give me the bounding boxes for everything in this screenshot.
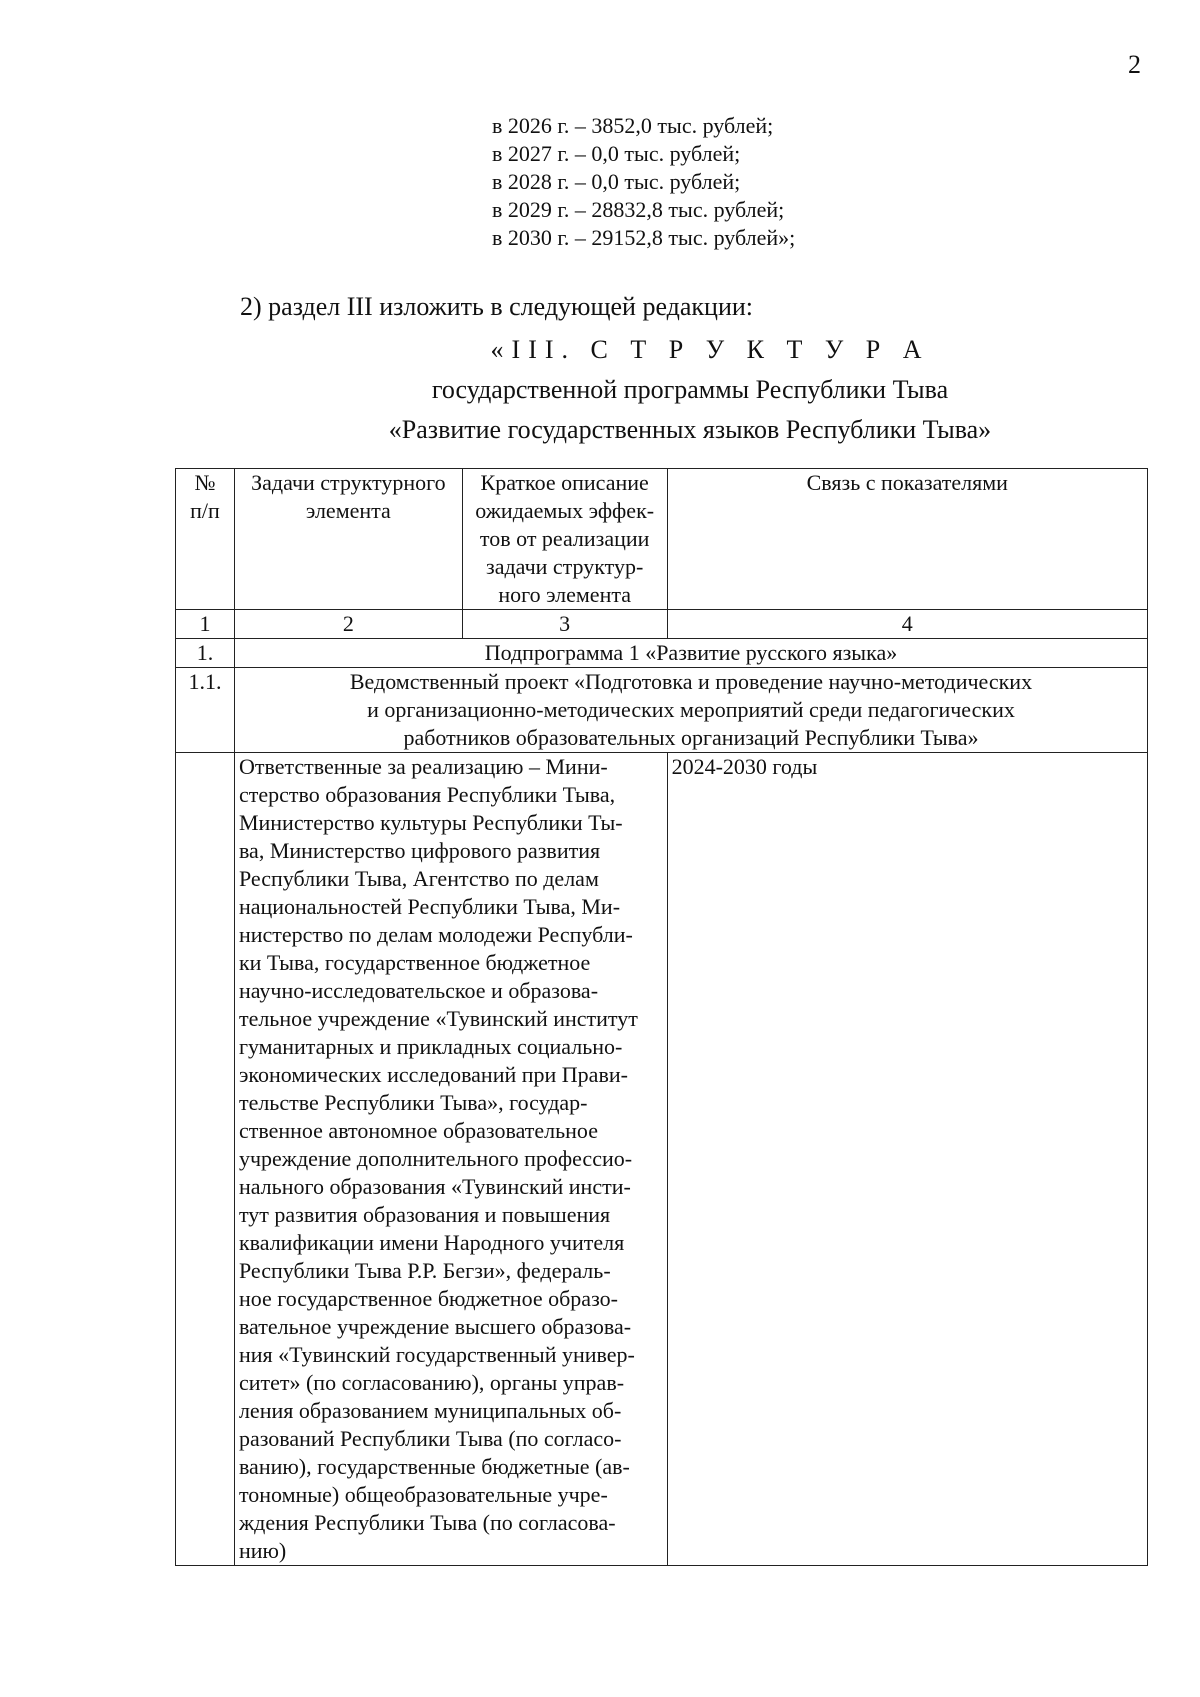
table-header-row — [176, 469, 1148, 610]
row-num: 1. — [176, 639, 235, 668]
period-text: 2024-2030 годы — [667, 753, 1147, 1566]
budget-lines — [492, 112, 795, 252]
header-indicators: Связь с показателями — [667, 469, 1147, 610]
colnum-4: 4 — [667, 610, 1147, 639]
table-row-project — [176, 668, 1148, 753]
colnum-2: 2 — [234, 610, 462, 639]
table-row-subprogram — [176, 639, 1148, 668]
subprogram-title: Подпрограмма 1 «Развитие русского языка» — [234, 639, 1147, 668]
table-colnum-row — [176, 610, 1148, 639]
responsible-text: Ответственные за реализацию – Мини- стерство образования Республики Тыва, Министерство культуры Республики Ты- ва, Министерство цифрового развития Республики Тыва, Агентство по делам национальностей Республики Тыва, Ми- нистерство по делам молодежи Республи- ки Тыва, государственное бюджетное научно-исследовательское и образова- тельное учреждение «Тувинский институт гуманитарных и прикладных социально- экономических исследований при Прави- тельстве Республики Тыва», государ- ственное автономное образовательное учреждение дополнительного профессио- нального образования «Тувинский инсти- тут развития образования и повышения квалификации имени Народного учителя Республики Тыва Р.Р. Бегзи», федераль- ное государственное бюджетное образо- вательное учреждение высшего образова- ния «Тувинский государственный универ- ситет» (по согласованию), органы управ- ления образованием муниципальных об- разований Республики Тыва (по согласо- ванию), государственные бюджетные (ав- тономные) общеобразовательные учре- ждения Республики Тыва (по согласова- нию) — [234, 753, 667, 1566]
row-num: 1.1. — [176, 668, 235, 753]
section-title-line2: государственной программы Республики Тыва — [431, 375, 949, 404]
colnum-1: 1 — [176, 610, 235, 639]
header-num: № п/п — [176, 469, 235, 610]
section-title — [240, 330, 1140, 450]
row-num — [176, 753, 235, 1566]
budget-line-2029: в 2029 г. – 28832,8 тыс. рублей; — [492, 197, 785, 222]
amendment-text: 2) раздел III изложить в следующей редакции: — [240, 292, 754, 321]
budget-line-2027: в 2027 г. – 0,0 тыс. рублей; — [492, 141, 741, 166]
header-description: Краткое описание ожидаемых эффек- тов от реализации задачи структур- ного элемента — [462, 469, 667, 610]
budget-line-2026: в 2026 г. – 3852,0 тыс. рублей; — [492, 113, 774, 138]
budget-line-2030: в 2030 г. – 29152,8 тыс. рублей»; — [492, 225, 796, 250]
table-row-responsible — [176, 753, 1148, 1566]
section-title-line1: «III. С Т Р У К Т У Р А — [490, 335, 930, 364]
project-title: Ведомственный проект «Подготовка и проведение научно-методических и организационно-методических мероприятий среди педагогических работников образовательных организаций Республики Тыва» — [234, 668, 1147, 753]
page-number: 2 — [1128, 50, 1141, 79]
section-title-line3: «Развитие государственных языков Республики Тыва» — [388, 415, 992, 444]
colnum-3: 3 — [462, 610, 667, 639]
structure-table — [175, 468, 1148, 1566]
budget-line-2028: в 2028 г. – 0,0 тыс. рублей; — [492, 169, 741, 194]
header-tasks: Задачи структурного элемента — [234, 469, 462, 610]
